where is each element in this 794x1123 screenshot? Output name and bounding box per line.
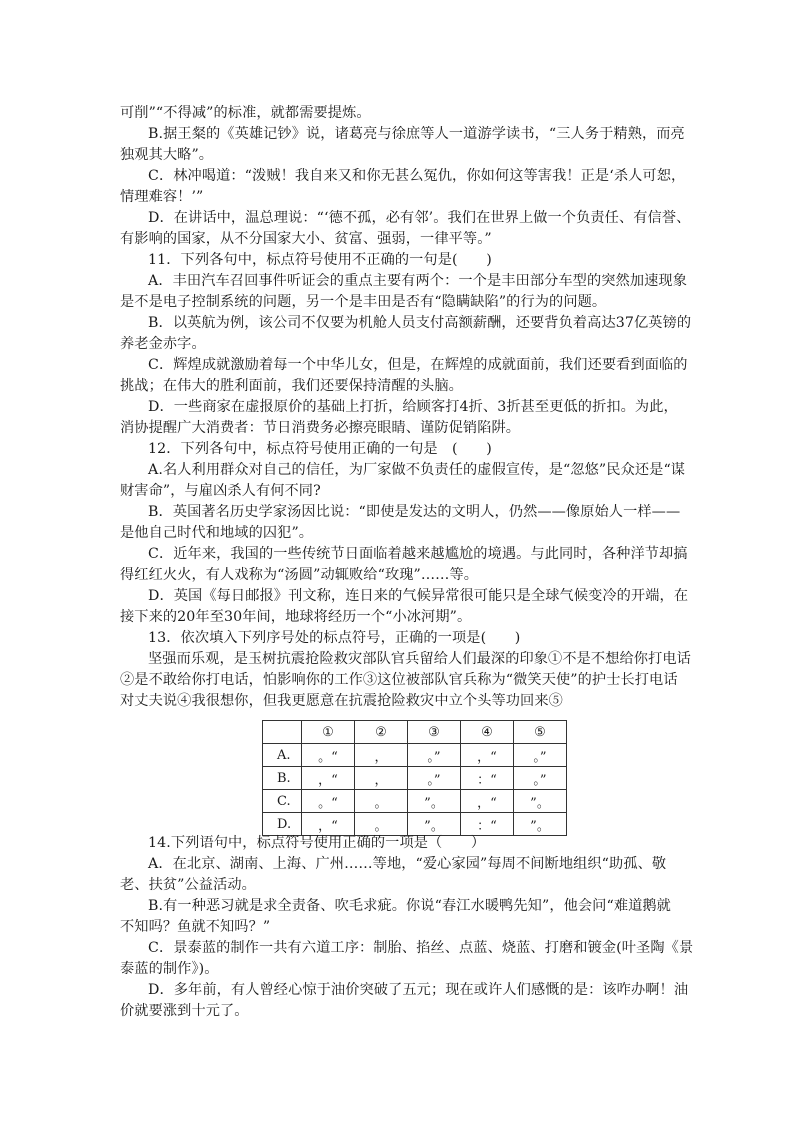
table-cell: ④ <box>461 721 514 744</box>
text-line: 消协提醒广大消费者：节日消费务必擦亮眼睛、谨防促销陷阱。 <box>120 420 521 436</box>
table-cell: D. <box>263 813 302 836</box>
text-line: 接下来的20年至30年间，地球将经历一个“小冰河期”。 <box>120 609 472 625</box>
table-cell: 。” <box>408 767 461 790</box>
text-line: 是不是电子控制系统的问题，另一个是丰田是否有“隐瞒缺陷”的行为的问题。 <box>120 294 607 310</box>
table-cell: 。” <box>514 744 567 767</box>
table-header-row <box>263 721 567 744</box>
table-cell: ”。 <box>514 813 567 836</box>
table-cell: A. <box>263 744 302 767</box>
table-row <box>263 744 567 767</box>
table-cell: ， <box>355 767 408 790</box>
table-cell: ② <box>355 721 408 744</box>
table-cell: 。 <box>355 813 408 836</box>
table-row <box>263 767 567 790</box>
table-cell: 。“ <box>302 790 355 813</box>
text-line: 价就要涨到十元了。 <box>120 1003 249 1019</box>
text-line: D．一些商家在虚报原价的基础上打折，给顾客打4折、3折甚至更低的折扣。为此， <box>148 399 678 415</box>
table-cell: 。“ <box>302 744 355 767</box>
text-line: 有影响的国家，从不分国家大小、贫富、强弱，一律平等。” <box>120 231 492 247</box>
text-line: 独观其大略”。 <box>120 147 214 163</box>
text-line: D．多年前，有人曾经心惊于油价突破了五元；现在或许人们感慨的是：该咋办啊！油 <box>148 982 689 998</box>
table-cell: ”。 <box>408 790 461 813</box>
table-cell: ， <box>355 744 408 767</box>
text-line: 坚强而乐观，是玉树抗震抢险救灾部队官兵留给人们最深的印象①不是不想给你打电话 <box>148 651 691 667</box>
table-cell: ”。 <box>408 813 461 836</box>
text-line: B.有一种恶习就是求全责备、吹毛求疵。你说“春江水暖鸭先知”，他会问“难道鹅就 <box>148 898 671 914</box>
table-cell: 。” <box>408 744 461 767</box>
table-cell: ，“ <box>302 767 355 790</box>
table-cell: B. <box>263 767 302 790</box>
question-title: 11．下列各句中，标点符号使用不正确的一句是( ) <box>148 252 492 268</box>
question-title: 14.下列语句中，标点符号使用正确的一项是（ ） <box>148 835 486 851</box>
table-cell: ，“ <box>461 744 514 767</box>
text-line: A．丰田汽车召回事件听证会的重点主要有两个：一个是丰田部分车型的突然加速现象 <box>148 273 687 289</box>
text-line: A.名人利用群众对自己的信任，为厂家做不负责任的虚假宣传，是“忽悠”民众还是“谋 <box>148 462 686 478</box>
table-row <box>263 813 567 836</box>
question-title: 13．依次填入下列序号处的标点符号，正确的一项是( ) <box>148 630 521 646</box>
text-line: B．以英航为例，该公司不仅要为机舱人员支付高额薪酬，还要背负着高达37亿英镑的 <box>148 315 692 331</box>
text-line: D．在讲话中，温总理说：“‘德不孤，必有邻’。我们在世界上做一个负责任、有信誉、 <box>148 210 691 226</box>
text-line: C．景泰蓝的制作一共有六道工序：制胎、掐丝、点蓝、烧蓝、打磨和镀金(叶圣陶《景 <box>148 940 694 956</box>
text-line: 可削”“不得减”的标准，就都需要提炼。 <box>120 105 371 121</box>
text-line: 财害命”，与雇凶杀人有何不同? <box>120 483 321 499</box>
text-line: 泰蓝的制作》)。 <box>120 961 219 977</box>
text-line: C．林冲喝道：“泼贼！我自来又和你无甚么冤仇，你如何这等害我！正是‘杀人可恕， <box>148 168 686 184</box>
table-cell: ，“ <box>461 790 514 813</box>
text-line: 老、扶贫”公益活动。 <box>120 877 256 893</box>
table-cell: 。” <box>514 767 567 790</box>
text-line: 挑战；在伟大的胜利面前，我们还要保持清醒的头脑。 <box>120 378 463 394</box>
table-cell: ⑤ <box>514 721 567 744</box>
table-cell: ：“ <box>461 767 514 790</box>
text-line: 养老金赤字。 <box>120 336 206 352</box>
text-line: C．近年来，我国的一些传统节日面临着越来越尴尬的境遇。与此同时，各种洋节却搞 <box>148 546 688 562</box>
text-line: D．英国《每日邮报》刊文称，连日来的气候异常很可能只是全球气候变冷的开端，在 <box>148 588 689 604</box>
table-cell: ，“ <box>302 813 355 836</box>
text-line: 对丈夫说④我很想你，但我更愿意在抗震抢险救灾中立个头等功回来⑤ <box>120 693 563 709</box>
punctuation-options-table <box>262 720 567 836</box>
table-cell <box>263 721 302 744</box>
table-cell: ：“ <box>461 813 514 836</box>
text-line: 是他自己时代和地域的囚犯”。 <box>120 525 314 541</box>
text-line: 不知吗？鱼就不知吗？” <box>120 919 271 935</box>
text-line: A．在北京、湖南、上海、广州……等地，“爱心家园”每周不间断地组织“助孤、敬 <box>148 856 667 872</box>
table-cell: 。 <box>355 790 408 813</box>
table-cell: ① <box>302 721 355 744</box>
text-line: 得红红火火，有人戏称为“汤圆”动辄败给“玫瑰”……等。 <box>120 567 479 583</box>
table-row <box>263 790 567 813</box>
text-line: C．辉煌成就激励着每一个中华儿女，但是，在辉煌的成就面前，我们还要看到面临的 <box>148 357 688 373</box>
text-line: B.据王粲的《英雄记钞》说，诸葛亮与徐庶等人一道游学读书，“三人务于精熟，而亮 <box>148 126 685 142</box>
text-line: ②是不敢给你打电话，怕影响你的工作③这位被部队官兵称为“微笑天使”的护士长打电话 <box>120 672 678 688</box>
text-line: B．英国著名历史学家汤因比说：“即使是发达的文明人，仍然——像原始人一样—— <box>148 504 681 520</box>
table-cell: ③ <box>408 721 461 744</box>
table-cell: C. <box>263 790 302 813</box>
question-title: 12．下列各句中，标点符号使用正确的一句是 ( ) <box>148 441 492 457</box>
table-cell: ”。 <box>514 790 567 813</box>
text-line: 情理难容！’” <box>120 189 204 205</box>
